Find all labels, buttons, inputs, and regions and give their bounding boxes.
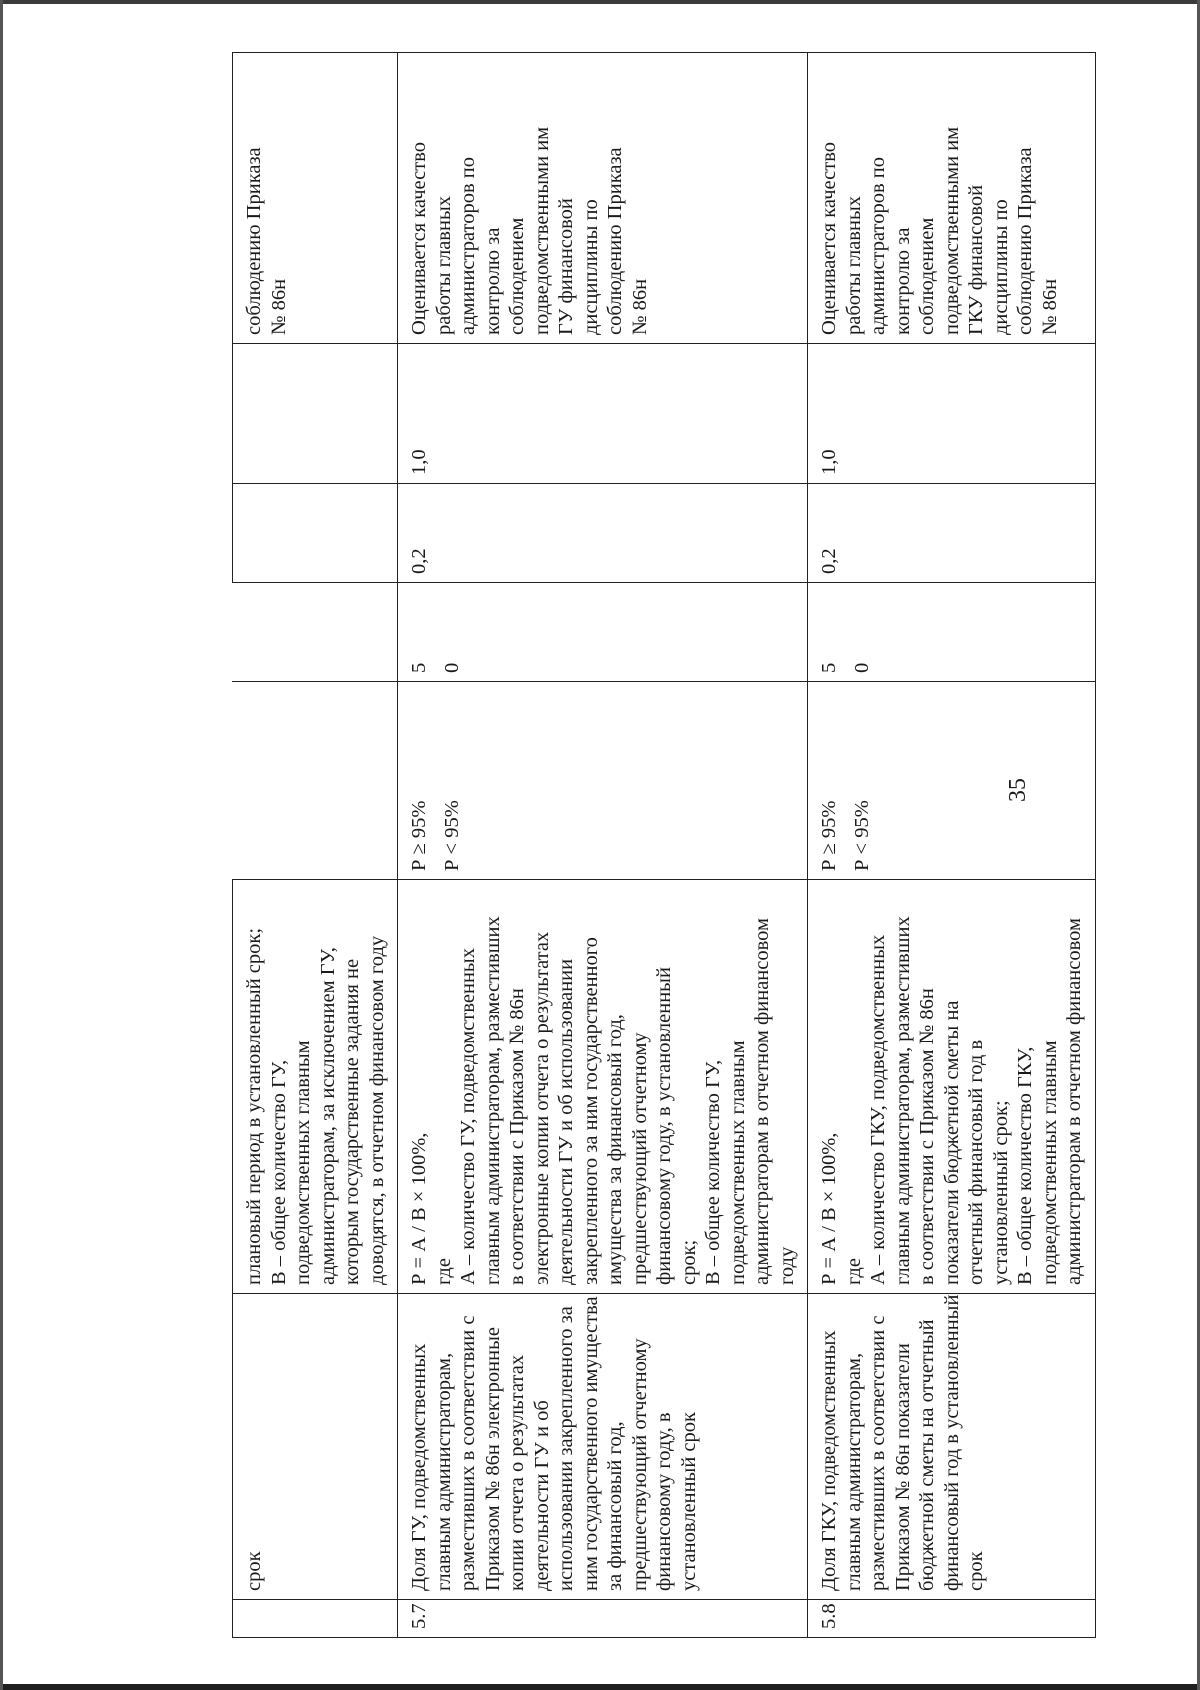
cell-number	[233, 1600, 398, 1638]
text-line: электронные копии отчета о результатах	[530, 931, 553, 1285]
text-line: Оценивается качество	[408, 142, 430, 335]
cell-scores	[233, 583, 398, 682]
text-line: финансовый год в установленный	[940, 1294, 963, 1591]
text-line: работы главных	[432, 196, 455, 335]
text-line: плановый период в установленный срок;	[243, 927, 265, 1285]
row-number: 5.8	[818, 1603, 840, 1629]
text-line: А – количество ГУ, подведомственных	[457, 948, 479, 1285]
text-line: администраторам, за исключением ГУ,	[316, 947, 339, 1285]
text-line: Р = А / В × 100%,	[408, 1132, 430, 1285]
text-line: Доля ГКУ, подведомственных	[818, 1330, 840, 1591]
cell-scores	[808, 583, 1096, 682]
cell-formula	[233, 880, 398, 1294]
cell-scores	[398, 583, 808, 682]
text-line: В – общее количество ГУ,	[702, 1059, 724, 1285]
text-line: доводятся, в отчетном финансовом году	[365, 935, 388, 1285]
condition: Р ≥ 95%	[818, 800, 840, 871]
text-line: соблюдению Приказа	[1014, 147, 1036, 335]
text-line: администраторам в отчетном финансовом	[751, 918, 773, 1285]
text-line: имущества за финансовый год,	[604, 1014, 626, 1285]
text-line: предшествующий отчетному	[628, 1032, 651, 1285]
text-line: Приказом № 86н показатели	[891, 1343, 914, 1591]
text-line: соблюдению Приказа	[243, 147, 265, 335]
text-line: А – количество ГКУ, подведомственных	[867, 934, 889, 1285]
weight-value: 0,2	[408, 548, 430, 574]
text-line: ГУ финансовой	[555, 198, 577, 335]
criteria-table	[232, 52, 1096, 1638]
text-line: финансовому году, в установленный	[653, 967, 675, 1285]
cell-formula	[398, 880, 808, 1294]
cell-formula	[808, 880, 1096, 1294]
text-line: соблюдением	[506, 217, 528, 335]
text-line: деятельности ГУ и об	[530, 1400, 553, 1591]
text-line: срок	[243, 1551, 265, 1591]
text-line: показатели бюджетной сметы на	[940, 1000, 963, 1285]
text-line: ГКУ финансовой	[965, 184, 987, 335]
text-line: соблюдением	[916, 217, 938, 335]
text-line: главным администраторам,	[842, 1352, 865, 1591]
row-number: 5.7	[408, 1603, 430, 1629]
condition: Р ≥ 95%	[408, 800, 430, 871]
text-line: соблюдению Приказа	[604, 147, 626, 335]
score: 5	[818, 662, 840, 673]
text-line: В – общее количество ГКУ,	[1014, 1046, 1036, 1285]
text-line: разместивших в соответствии с	[867, 1315, 889, 1591]
score: 5	[408, 662, 430, 673]
cell-indicator-name	[398, 1294, 808, 1600]
text-line: В – общее количество ГУ,	[267, 1059, 290, 1285]
weight-value: 0,2	[818, 548, 840, 574]
cell-number	[808, 1600, 1096, 1638]
text-line: году	[775, 1246, 798, 1285]
text-line: работы главных	[842, 196, 865, 335]
text-line: главным администраторам, разместивших	[481, 916, 504, 1285]
text-line: администраторов по	[457, 156, 479, 335]
cell-note	[398, 53, 808, 344]
cell-weight	[398, 484, 808, 583]
text-line: отчетный финансовый год в	[965, 1039, 987, 1285]
text-line: деятельности ГУ и об использовании	[555, 958, 577, 1285]
text-line: главным администраторам, разместивших	[891, 916, 914, 1285]
text-line: где	[432, 1258, 455, 1285]
text-line: контролю за	[481, 227, 504, 335]
table-row-continuation	[233, 53, 398, 1638]
text-line: в соответствии с Приказом № 86н	[506, 988, 528, 1285]
text-line: № 86н	[1038, 278, 1061, 335]
text-line: № 86н	[267, 278, 290, 335]
text-line: Р = А / В × 100%,	[818, 1132, 840, 1285]
text-line: разместивших в соответствии с	[457, 1315, 479, 1591]
text-line: подведомственных главным	[292, 1040, 314, 1285]
text-line: дисциплины по	[579, 199, 602, 335]
text-line: которым государственные задания не	[341, 958, 363, 1285]
score: 0	[850, 662, 873, 673]
text-line: главным администраторам,	[432, 1352, 455, 1591]
cell-conditions	[233, 682, 398, 880]
max-value: 1,0	[818, 449, 840, 475]
text-line: контролю за	[891, 227, 914, 335]
text-line: бюджетной сметы на отчетный	[916, 1319, 938, 1591]
cell-indicator-name	[808, 1294, 1096, 1600]
cell-max	[233, 344, 398, 484]
text-line: финансовому году, в	[653, 1412, 675, 1591]
text-line: администраторам в отчетном финансовом	[1063, 918, 1085, 1285]
table-row-5-8	[808, 53, 1096, 1638]
text-line: Оценивается качество	[818, 142, 840, 335]
score: 0	[440, 662, 463, 673]
text-line: срок;	[677, 1239, 700, 1285]
text-line: подведомственными им	[530, 126, 553, 335]
text-line: использовании закрепленного за	[555, 1306, 577, 1591]
text-line: администраторов по	[867, 156, 889, 335]
cell-weight	[233, 484, 398, 583]
text-line: в соответствии с Приказом № 86н	[916, 988, 938, 1285]
cell-max	[808, 344, 1096, 484]
text-line: установленный срок;	[989, 1100, 1012, 1285]
text-line: Приказом № 86н электронные	[481, 1327, 504, 1591]
text-line: № 86н	[628, 278, 651, 335]
cell-weight	[808, 484, 1096, 583]
text-line: где	[842, 1258, 865, 1285]
text-line: подведомственных главным	[726, 1040, 749, 1285]
condition: Р < 95%	[440, 800, 463, 871]
table-row-5-7	[398, 53, 808, 1638]
cell-number	[398, 1600, 808, 1638]
max-value: 1,0	[408, 449, 430, 475]
text-line: ним государственного имущества	[579, 1296, 602, 1591]
cell-conditions	[398, 682, 808, 880]
text-line: предшествующий отчетному	[628, 1338, 651, 1591]
text-line: закрепленного за ним государственного	[579, 937, 602, 1285]
cell-note	[808, 53, 1096, 344]
cell-indicator-name	[233, 1294, 398, 1600]
cell-conditions	[808, 682, 1096, 880]
text-line: срок	[965, 1551, 987, 1591]
cell-note	[233, 53, 398, 344]
cell-max	[398, 344, 808, 484]
condition: Р < 95%	[850, 800, 873, 871]
text-line: копии отчета о результатах	[506, 1354, 528, 1591]
text-line: за финансовый год,	[604, 1421, 626, 1591]
text-line: установленный срок	[677, 1412, 700, 1591]
text-line: подведомственных главным	[1038, 1040, 1061, 1285]
page-number: 35	[1005, 778, 1031, 802]
text-line: Доля ГУ, подведомственных	[408, 1343, 430, 1591]
text-line: подведомственными им	[940, 126, 963, 335]
text-line: дисциплины по	[989, 199, 1012, 335]
